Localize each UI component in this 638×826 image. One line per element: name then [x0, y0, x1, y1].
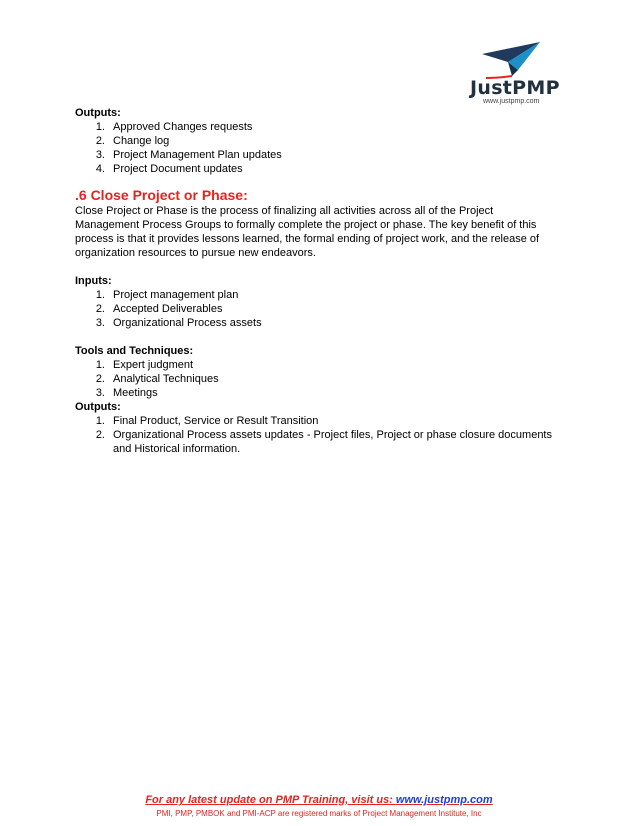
inputs-label: Inputs:	[75, 275, 112, 287]
list-number: 1.	[95, 359, 105, 371]
spacer	[75, 260, 555, 274]
list-item	[75, 414, 555, 428]
list-item	[75, 316, 555, 330]
list-number: 2.	[95, 303, 105, 315]
list-item	[75, 148, 555, 162]
page-content	[75, 106, 555, 456]
list-text: Final Product, Service or Result Transition	[113, 415, 319, 427]
list-item	[75, 358, 555, 372]
logo-url: www.justpmp.com	[483, 98, 540, 105]
list-number: 2.	[95, 429, 105, 441]
list-item	[75, 428, 555, 456]
section-description: Close Project or Phase is the process of finalizing all activities across all of the Project Management Process Groups to formally complete the project or phase. The key benefit of this process is that it provides lessons learned, the formal ending of project work, and the release of organization resources to pursue new endeavors.	[75, 205, 540, 259]
footer-update-line	[0, 794, 638, 806]
list-number: 3.	[95, 149, 105, 161]
footer-url-link[interactable]: www.justpmp.com	[395, 794, 493, 806]
list-text: Organizational Process assets updates - Project files, Project or phase closure documents and Historical information.	[113, 429, 552, 455]
list-text: Project Document updates	[113, 163, 243, 175]
list-text: Meetings	[113, 387, 158, 399]
footer-trademark-note: PMI, PMP, PMBOK and PMI-ACP are registered marks of Project Management Institute, Inc	[156, 809, 482, 818]
list-item	[75, 134, 555, 148]
list-text: Organizational Process assets	[113, 317, 262, 329]
list-text: Analytical Techniques	[113, 373, 219, 385]
list-number: 2.	[95, 135, 105, 147]
list-text: Change log	[113, 135, 170, 147]
list-number: 2.	[95, 373, 105, 385]
justpmp-logo	[470, 40, 565, 108]
list-item	[75, 372, 555, 386]
footer-prefix: For any latest update on PMP Training, visit us:	[145, 794, 396, 806]
list-number: 1.	[95, 415, 105, 427]
logo-wordmark: JustPMP	[470, 77, 560, 99]
list-text: Accepted Deliverables	[113, 303, 223, 315]
paper-plane-icon	[478, 40, 558, 80]
list-item	[75, 302, 555, 316]
list-text: Approved Changes requests	[113, 121, 253, 133]
outputs-top-label: Outputs:	[75, 107, 121, 119]
section-title: .6 Close Project or Phase:	[75, 187, 248, 203]
list-item	[75, 162, 555, 176]
list-number: 4.	[95, 163, 105, 175]
list-item	[75, 386, 555, 400]
tools-label: Tools and Techniques:	[75, 345, 194, 357]
list-item	[75, 288, 555, 302]
list-number: 3.	[95, 317, 105, 329]
list-item	[75, 120, 555, 134]
outputs-top-list	[75, 120, 555, 176]
list-number: 1.	[95, 121, 105, 133]
outputs-label: Outputs:	[75, 401, 121, 413]
list-text: Expert judgment	[113, 359, 194, 371]
list-text: Project management plan	[113, 289, 239, 301]
inputs-list	[75, 288, 555, 330]
tools-list	[75, 358, 555, 400]
spacer	[75, 330, 555, 344]
list-number: 3.	[95, 387, 105, 399]
list-number: 1.	[95, 289, 105, 301]
outputs-list	[75, 414, 555, 456]
list-text: Project Management Plan updates	[113, 149, 282, 161]
